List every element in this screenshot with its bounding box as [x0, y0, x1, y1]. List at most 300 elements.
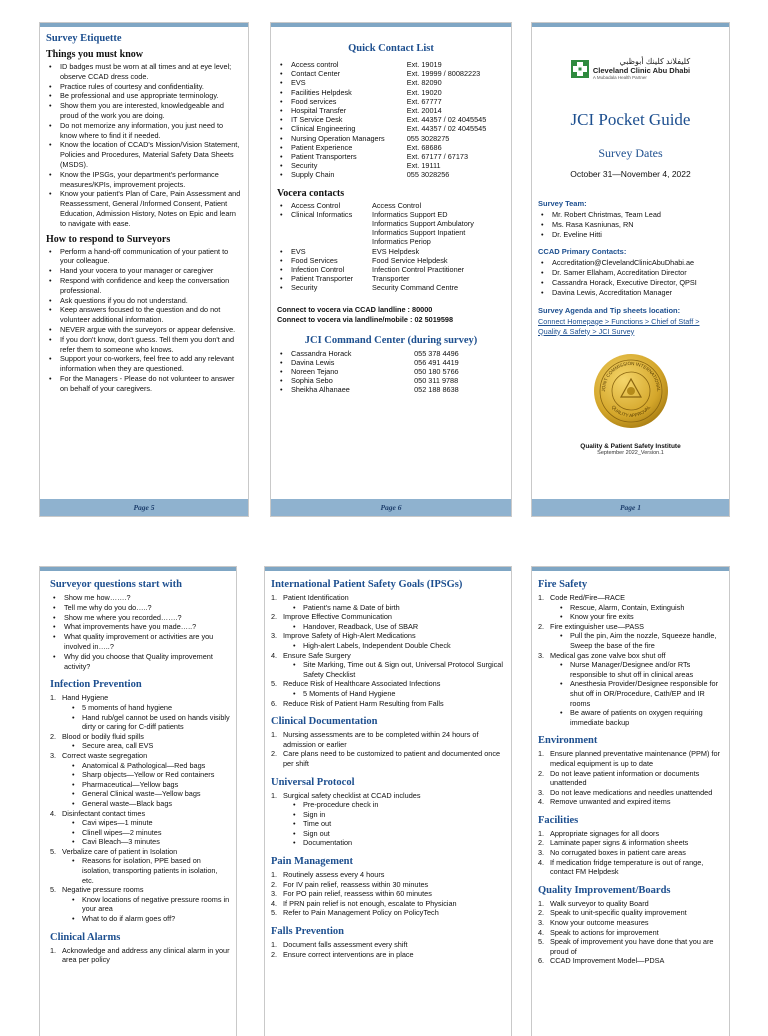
list-item: • Support your co-workers, feel free to add any relevant information when they are questioned.: [46, 354, 242, 374]
numbered-item: [538, 928, 723, 938]
item-number: 3.: [538, 787, 545, 797]
item-text: If PRN pain relief is not enough, escalate to Physician: [283, 898, 457, 908]
sub-list: [62, 818, 230, 847]
item-number: 5.: [538, 937, 545, 947]
item-number: 4.: [538, 857, 545, 867]
name-cell: Sophia Sebo: [291, 376, 333, 386]
name-cell: Access control: [291, 60, 339, 69]
panel-page-1: [531, 22, 730, 517]
bullet-cell: •: [280, 115, 283, 125]
version: September 2022_Version.1: [597, 449, 664, 456]
bullet-cell: •: [280, 87, 283, 97]
item-text: Know your outcome measures: [550, 918, 649, 928]
item-text: Improve Safety of High-Alert Medications: [283, 631, 416, 641]
bullet-cell: [277, 228, 291, 237]
item-text: Do not leave medications and needles unattended: [550, 787, 713, 797]
numbered-item: [50, 693, 230, 731]
table-row: [277, 152, 505, 161]
item-number: 3.: [538, 650, 545, 660]
list-item: • Know the IPSGs, your department's performance measures/KPIs, improvement projects.: [46, 170, 242, 190]
numbered-item: [50, 809, 230, 847]
item-number: 2.: [538, 908, 545, 918]
numbered-item: [538, 848, 723, 858]
item-text: If medication fridge temperature is out of range, contact FM Helpdesk: [550, 857, 704, 877]
name-cell: Cassandra Horack: [291, 348, 352, 358]
item-number: 4.: [271, 898, 278, 908]
numbered-item: [271, 749, 505, 768]
sub-list: [62, 741, 230, 751]
item-number: 3.: [538, 848, 545, 858]
numbered-item: [271, 899, 505, 909]
item-number: 3.: [50, 750, 57, 760]
clinical-alarms-heading: Clinical Alarms: [50, 931, 121, 943]
sub-item: • What to do if alarm goes off?: [62, 914, 230, 924]
list-item: • Be professional and use appropriate terminology.: [46, 91, 242, 101]
value-cell: Ext. 44357 / 02 4045545: [406, 115, 487, 125]
bullet-cell: •: [280, 152, 283, 162]
table-row: [277, 201, 505, 210]
numbered-item: [271, 612, 505, 631]
list-item: • Why did you choose that Quality improvement activity?: [50, 652, 230, 672]
sub-item: • Pre-procedure check in: [283, 800, 505, 810]
logo: [538, 57, 723, 80]
table-row: [277, 143, 505, 152]
item-text: Ensure correct interventions are in place: [283, 949, 414, 959]
item-number: 1.: [271, 940, 278, 950]
item-number: 1.: [271, 790, 278, 800]
sub-list: [283, 622, 505, 632]
bullet-cell: •: [280, 367, 283, 377]
vocera-table: [277, 201, 505, 293]
value-cell: Ext. 67777: [406, 96, 442, 106]
list-item: • Know the location of CCAD's Mission/Vision Statement, Policies and Procedures, Material Safety Data Sheets (MSDS).: [46, 140, 242, 169]
sub-list: [550, 660, 723, 727]
item-text: Disinfectant contact times: [62, 808, 146, 818]
item-text: Routinely assess every 4 hours: [283, 870, 385, 880]
guide-title: JCI Pocket Guide: [570, 110, 691, 129]
survey-dates: October 31—November 4, 2022: [570, 169, 691, 179]
numbered-item: [538, 749, 723, 768]
item-text: Correct waste segregation: [62, 750, 148, 760]
item-number: 4.: [538, 927, 545, 937]
item-number: 2.: [271, 749, 278, 759]
item-number: 6.: [538, 956, 545, 966]
item-text: Speak of improvement you have done that you are proud of: [550, 937, 714, 956]
sub-item: • Documentation: [283, 838, 505, 848]
item-text: Walk surveyor to quality Board: [550, 898, 649, 908]
item-text: Patient Identification: [283, 593, 349, 602]
panel-bottom-right: [531, 566, 730, 1036]
facilities-list: [538, 829, 723, 877]
list-item: • Do not memorize any information, you just need to know where to find it if needed.: [46, 121, 242, 141]
list-item: • What quality improvement or activities are you involved in…..?: [50, 632, 230, 652]
table-row: [277, 274, 505, 283]
name-cell: Clinical Engineering: [291, 124, 356, 134]
sub-item: • Pharmaceutical—Yellow bags: [62, 780, 230, 790]
sub-item: • Time out: [283, 819, 505, 829]
bullet-cell: •: [280, 274, 283, 284]
numbered-item: [271, 889, 505, 899]
list-item: • What improvements have you made…..?: [50, 622, 230, 632]
jci-seal-icon: [593, 353, 669, 429]
seal-bottom-text: QUALITY APPROVAL: [610, 404, 651, 418]
jci-seal: [538, 353, 723, 429]
value-cell: Ext. 67177 / 67173: [406, 152, 469, 162]
clinical-documentation-heading: Clinical Documentation: [271, 716, 378, 728]
institute-name: Quality & Patient Safety Institute: [580, 442, 681, 450]
sub-list: [62, 895, 230, 924]
item-number: 5.: [50, 846, 57, 856]
bullet-cell: •: [280, 69, 283, 79]
value-cell: Access Control: [372, 200, 422, 210]
numbered-item: [271, 908, 505, 918]
item-text: For PO pain relief, reassess within 60 minutes: [283, 889, 432, 899]
list-item: • Accreditation@ClevelandClinicAbuDhabi.ae: [538, 258, 723, 268]
value-cell: Infection Control Practitioner: [372, 265, 465, 275]
sub-list: [62, 703, 230, 732]
sub-list: [550, 603, 723, 622]
item-text: Laminate paper signs & information sheets: [550, 838, 689, 848]
value-cell: Informatics Periop: [372, 237, 431, 247]
bullet-cell: •: [280, 357, 283, 367]
sub-list: [550, 631, 723, 650]
numbered-item: [538, 908, 723, 918]
bullet-cell: •: [280, 255, 283, 265]
item-number: 1.: [50, 945, 57, 955]
list-item: • If you don't know, don't guess. Tell them you don't and refer them to someone who knows.: [46, 335, 242, 355]
sub-item: • High-alert Labels, Independent Double Check: [283, 641, 505, 651]
numbered-item: [538, 769, 723, 788]
value-cell: Transporter: [372, 274, 410, 284]
contact-table: [277, 60, 505, 180]
item-number: 1.: [538, 749, 545, 759]
item-number: 2.: [538, 621, 545, 631]
name-cell: Facilities Helpdesk: [291, 87, 352, 97]
list-item: • NEVER argue with the surveyors or appear defensive.: [46, 325, 242, 335]
item-text: Ensure Safe Surgery: [283, 650, 351, 660]
list-item: • Dr. Samer Ellaham, Accreditation Director: [538, 268, 723, 278]
table-row: [277, 237, 505, 246]
survey-etiquette-title: Survey Etiquette: [46, 33, 122, 44]
numbered-item: [271, 631, 505, 650]
item-text: Care plans need to be customized to patient and documented once per shift: [283, 749, 501, 768]
table-row: [277, 210, 505, 219]
sub-item: • Be aware of patients on oxygen requiring immediate backup: [550, 708, 723, 727]
value-cell: Security Command Centre: [372, 283, 459, 293]
bullet-cell: •: [280, 161, 283, 171]
numbered-item: [538, 651, 723, 728]
value-cell: Ext. 19020: [406, 87, 442, 97]
primary-contacts-heading: CCAD Primary Contacts:: [538, 247, 627, 257]
item-text: Refer to Pain Management Policy on PolicyTech: [283, 908, 439, 918]
bullet-cell: •: [280, 170, 283, 180]
sub-item: • Sign in: [283, 810, 505, 820]
item-text: No corrugated boxes in patient care areas: [550, 848, 686, 858]
item-number: 2.: [271, 949, 278, 959]
item-text: Appropriate signages for all doors: [550, 828, 660, 838]
connect-landline: Connect to vocera via CCAD landline : 80000: [277, 304, 433, 314]
numbered-item: [538, 829, 723, 839]
universal-protocol-list: [271, 791, 505, 849]
numbered-item: [538, 858, 723, 877]
item-number: 4.: [538, 797, 545, 807]
universal-protocol-heading: Universal Protocol: [271, 776, 355, 788]
item-number: 2.: [271, 879, 278, 889]
sub-item: • Nurse Manager/Designee and/or RTs responsible to shut off in clinical areas: [550, 660, 723, 679]
name-cell: Security: [291, 283, 318, 293]
numbered-item: [50, 847, 230, 885]
sub-item: • General waste—Black bags: [62, 799, 230, 809]
quick-contact-title: Quick Contact List: [348, 43, 434, 54]
item-text: Improve Effective Communication: [283, 612, 392, 622]
facilities-heading: Facilities: [538, 814, 579, 826]
name-cell: Nursing Operation Managers: [291, 133, 385, 143]
value-cell: Ext. 19111: [406, 161, 441, 171]
falls-prevention-heading: Falls Prevention: [271, 926, 345, 938]
value-cell: 055 378 4496: [414, 348, 459, 358]
list-item: • Mr. Robert Christmas, Team Lead: [538, 210, 723, 220]
list-item: • Cassandra Horack, Executive Director, QPSI: [538, 278, 723, 288]
item-number: 4.: [271, 650, 278, 660]
numbered-item: [538, 918, 723, 928]
list-item: • Perform a hand-off communication of your patient to your colleague.: [46, 247, 242, 267]
value-cell: Informatics Support ED: [372, 209, 448, 219]
surveyor-questions-heading: Surveyor questions start with: [50, 579, 182, 590]
list-item: • Practice rules of courtesy and confidentiality.: [46, 82, 242, 92]
bullet-cell: •: [280, 142, 283, 152]
name-cell: Noreen Tejano: [291, 367, 339, 377]
logo-name: Cleveland Clinic Abu Dhabi: [592, 66, 691, 75]
list-item: • ID badges must be worn at all times and at eye level; observe CCAD dress code.: [46, 62, 242, 82]
item-number: 1.: [50, 693, 57, 703]
sub-item: • Pull the pin, Aim the nozzle, Squeeze handle, Sweep the base of the fire: [550, 631, 723, 650]
list-item: • Tell me why do you do…..?: [50, 603, 230, 613]
value-cell: Ext. 20014: [406, 106, 442, 116]
numbered-item: [271, 791, 505, 849]
item-text: Document falls assessment every shift: [283, 940, 408, 950]
panel-page-5: [39, 22, 249, 517]
name-cell: Infection Control: [291, 265, 345, 275]
bullet-cell: •: [280, 78, 283, 88]
numbered-item: [271, 699, 505, 709]
vocera-heading: Vocera contacts: [277, 187, 345, 199]
numbered-item: [50, 751, 230, 809]
numbered-item: [538, 937, 723, 956]
list-item: • Show me where you recorded…….?: [50, 613, 230, 623]
name-cell: Clinical Informatics: [291, 209, 353, 219]
value-cell: Informatics Support Inpatient: [372, 228, 466, 238]
bullet-cell: •: [280, 96, 283, 106]
item-number: 4.: [50, 808, 57, 818]
bullet-cell: •: [280, 348, 283, 358]
agenda-link[interactable]: Connect Homepage > Functions > Chief of Staff > Quality & Safety > JCI Survey: [538, 316, 700, 336]
numbered-item: [538, 956, 723, 966]
sub-list: [283, 641, 505, 651]
name-cell: Patient Transporters: [291, 152, 357, 162]
item-text: Reduce Risk of Healthcare Associated Infections: [283, 679, 441, 689]
item-number: 3.: [271, 631, 278, 641]
table-row: [277, 115, 505, 124]
table-row: [277, 265, 505, 274]
pain-management-heading: Pain Management: [271, 856, 353, 868]
sub-item: • Site Marking, Time out & Sign out, Universal Protocol Surgical Safety Checklist: [283, 660, 505, 679]
value-cell: EVS Helpdesk: [372, 246, 420, 256]
value-cell: Informatics Support Ambulatory: [372, 219, 474, 229]
table-row: [277, 97, 505, 106]
value-cell: Ext. 44357 / 02 4045545: [406, 124, 487, 134]
item-number: 1.: [271, 870, 278, 880]
value-cell: 055 3028256: [406, 170, 450, 180]
table-row: [277, 124, 505, 133]
list-item: • Ask questions if you do not understand.: [46, 296, 242, 306]
name-cell: Sheikha Alhanaee: [291, 385, 350, 395]
numbered-item: [271, 870, 505, 880]
name-cell: [291, 228, 372, 237]
panel-bottom-left: [39, 566, 237, 1036]
numbered-item: [271, 730, 505, 749]
name-cell: [291, 219, 372, 228]
item-text: Blood or bodily fluid spills: [62, 731, 144, 741]
item-number: 2.: [271, 612, 278, 622]
table-row: [277, 385, 505, 394]
infection-prevention-heading: Infection Prevention: [50, 679, 142, 691]
table-row: [277, 170, 505, 179]
name-cell: [291, 237, 372, 246]
numbered-item: [538, 797, 723, 807]
name-cell: Food services: [291, 96, 337, 106]
table-row: [277, 283, 505, 292]
sub-item: • Sign out: [283, 829, 505, 839]
sub-list: [283, 603, 505, 613]
survey-dates-heading: Survey Dates: [598, 146, 663, 160]
item-text: Medical gas zone valve box shut off: [550, 650, 666, 660]
sub-item: • Patient's name & Date of birth: [283, 603, 505, 613]
item-text: Reduce Risk of Patient Harm Resulting from Falls: [283, 698, 444, 708]
name-cell: IT Service Desk: [291, 115, 343, 125]
item-text: Ensure planned preventative maintenance (PPM) for medical equipment is up to date: [550, 749, 720, 768]
quality-improvement-heading: Quality Improvement/Boards: [538, 884, 671, 896]
ipsg-list: [271, 593, 505, 708]
item-number: 1.: [538, 828, 545, 838]
bullet-cell: •: [280, 106, 283, 116]
things-list: [46, 62, 242, 229]
agenda-heading: Survey Agenda and Tip sheets location:: [538, 305, 681, 315]
pain-management-list: [271, 870, 505, 918]
bullet-cell: •: [280, 265, 283, 275]
table-row: [277, 247, 505, 256]
item-text: Verbalize care of patient in Isolation: [62, 846, 178, 856]
sub-item: • 5 Moments of Hand Hygiene: [283, 689, 505, 699]
sub-item: • Handover, Readback, Use of SBAR: [283, 622, 505, 632]
name-cell: Supply Chain: [291, 170, 335, 180]
list-item: • Keep answers focused to the question and do not volunteer additional information.: [46, 305, 242, 325]
name-cell: Patient Experience: [291, 142, 353, 152]
numbered-item: [271, 593, 505, 612]
connect-mobile: Connect to vocera via landline/mobile : 02 5019598: [277, 314, 454, 324]
list-item: • Davina Lewis, Accreditation Manager: [538, 288, 723, 298]
table-row: [277, 134, 505, 143]
table-row: [277, 78, 505, 87]
name-cell: Food Services: [291, 255, 338, 265]
table-row: [277, 106, 505, 115]
sub-item: • Anatomical & Pathological—Red bags: [62, 761, 230, 771]
item-number: 3.: [271, 889, 278, 899]
item-text: CCAD Improvement Model—PDSA: [550, 956, 665, 966]
item-number: 1.: [271, 730, 278, 740]
primary-contacts-list: [538, 258, 723, 297]
numbered-item: [271, 950, 505, 960]
sub-item: • Know your fire exits: [550, 612, 723, 622]
item-number: 1.: [538, 593, 545, 602]
sub-list: [283, 660, 505, 679]
list-item: • Hand your vocera to your manager or caregiver: [46, 266, 242, 276]
sub-item: • Sharp objects—Yellow or Red containers: [62, 770, 230, 780]
value-cell: Food Service Helpdesk: [372, 255, 448, 265]
bullet-cell: •: [280, 200, 283, 210]
panel-page-6: [270, 22, 512, 517]
numbered-item: [538, 593, 723, 622]
name-cell: Davina Lewis: [291, 357, 335, 367]
panel-bottom-middle: [264, 566, 512, 1036]
respond-list: [46, 247, 242, 394]
list-item: • For the Managers - Please do not volunteer to answer on behalf of your caregivers.: [46, 374, 242, 394]
item-text: Do not leave patient information or documents unattended: [550, 768, 700, 788]
name-cell: Hospital Transfer: [291, 106, 347, 116]
table-row: [277, 256, 505, 265]
sub-list: [62, 761, 230, 809]
fire-safety-list: [538, 593, 723, 727]
bullet-cell: •: [280, 209, 283, 219]
environment-heading: Environment: [538, 735, 598, 747]
sub-item: • Cavi wipes—1 minute: [62, 818, 230, 828]
environment-list: [538, 749, 723, 807]
sub-list: [283, 800, 505, 848]
bullet-cell: •: [280, 133, 283, 143]
value-cell: 056 491 4419: [414, 357, 459, 367]
item-text: Acknowledge and address any clinical alarm in your area per policy: [62, 945, 230, 965]
numbered-item: [538, 622, 723, 651]
numbered-item: [538, 788, 723, 798]
list-item: • Know your patient's Plan of Care, Pain Assessment and Reassessment, General /Informed Consent, Patient Education, Admission History, Notes on Epic and learn to navigate with ease.: [46, 189, 242, 228]
fire-safety-heading: Fire Safety: [538, 579, 588, 590]
bullet-cell: •: [280, 385, 283, 395]
name-cell: EVS: [291, 78, 306, 88]
value-cell: 052 188 8638: [414, 385, 459, 395]
item-number: 5.: [50, 885, 57, 895]
item-number: 2.: [538, 768, 545, 778]
respond-heading: How to respond to Surveyors: [46, 233, 171, 245]
value-cell: 050 180 5766: [414, 367, 459, 377]
sub-item: • Anesthesia Provider/Designee responsible for shut off in OR/Procedure, Cath/EP and IR rooms: [550, 679, 723, 708]
bullet-cell: [277, 237, 291, 246]
value-cell: Ext. 19019: [406, 60, 442, 69]
name-cell: Contact Center: [291, 69, 341, 79]
bullet-cell: •: [280, 376, 283, 386]
bullet-cell: •: [280, 124, 283, 134]
clinical-alarms-list: [50, 946, 230, 965]
value-cell: 050 311 9788: [414, 376, 459, 386]
item-text: Remove unwanted and expired items: [550, 797, 671, 807]
item-text: Fire extinguisher use—PASS: [550, 621, 644, 631]
sub-list: [62, 856, 230, 885]
cleveland-clinic-logo-icon: [571, 60, 589, 78]
item-number: 5.: [271, 908, 278, 918]
item-text: Nursing assessments are to be completed within 24 hours of admission or earlier: [283, 730, 479, 749]
logo-arabic: كليفلاند كلينك أبوظبي: [619, 57, 691, 66]
table-row: [277, 358, 505, 367]
numbered-item: [271, 880, 505, 890]
item-text: Negative pressure rooms: [62, 885, 144, 895]
